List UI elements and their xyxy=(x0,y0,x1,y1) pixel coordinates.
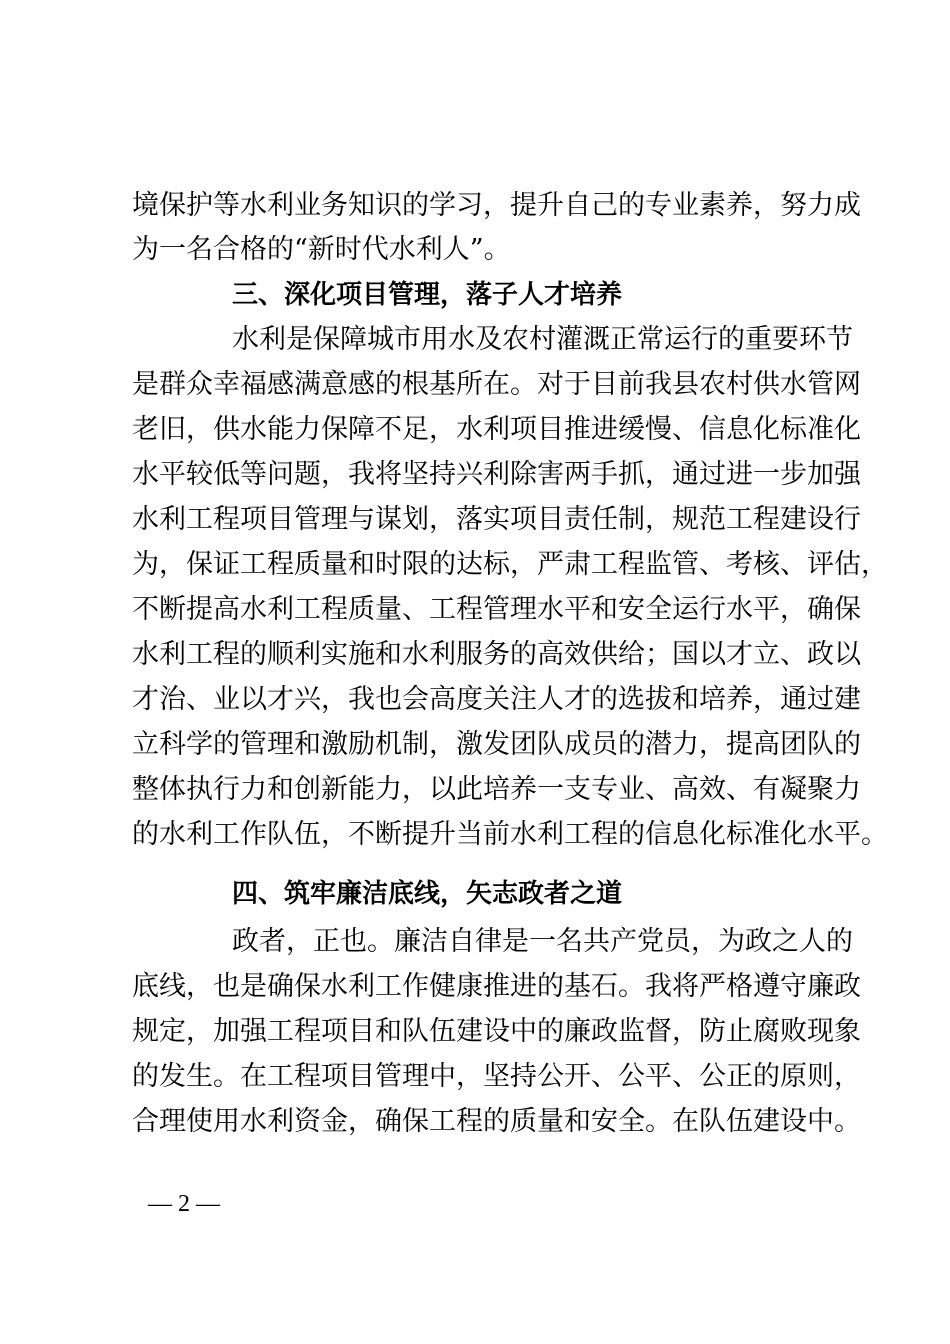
paragraph-line: 水利是保障城市用水及农村灌溉正常运行的重要环节 xyxy=(232,324,853,355)
page-number: — 2 — xyxy=(148,1191,220,1217)
section-heading-3: 三、深化项目管理，落子人才培养 xyxy=(232,280,623,310)
section-heading-4: 四、筑牢廉洁底线，矢志政者之道 xyxy=(232,879,623,909)
paragraph-line: 是群众幸福感满意感的根基所在。对于目前我县农村供水管网 xyxy=(132,369,861,400)
paragraph-line: 规定，加强工程项目和队伍建设中的廉政监督，防止腐败现象 xyxy=(132,1016,861,1047)
paragraph-line: 政者，正也。廉洁自律是一名共产党员，为政之人的 xyxy=(232,926,853,957)
paragraph-line: 底线，也是确保水利工作健康推进的基石。我将严格遵守廉政 xyxy=(132,971,861,1002)
paragraph-line: 水利工程的顺利实施和水利服务的高效供给；国以才立、政以 xyxy=(132,639,861,670)
paragraph-line: 的发生。在工程项目管理中，坚持公开、公平、公正的原则， xyxy=(132,1061,861,1092)
paragraph-line: 境保护等水利业务知识的学习，提升自己的专业素养，努力成 xyxy=(132,190,861,221)
paragraph-line: 的水利工作队伍，不断提升当前水利工程的信息化标准化水平。 xyxy=(132,819,888,850)
paragraph-line: 水平较低等问题，我将坚持兴利除害两手抓，通过进一步加强 xyxy=(132,459,861,490)
paragraph-line: 不断提高水利工程质量、工程管理水平和安全运行水平，确保 xyxy=(132,594,861,625)
paragraph-line: 为，保证工程质量和时限的达标，严肃工程监管、考核、评估， xyxy=(132,549,888,580)
paragraph-line: 整体执行力和创新能力，以此培养一支专业、高效、有凝聚力 xyxy=(132,774,861,805)
paragraph-line: 立科学的管理和激励机制，激发团队成员的潜力，提高团队的 xyxy=(132,729,861,760)
paragraph-line: 才治、业以才兴，我也会高度关注人才的选拔和培养，通过建 xyxy=(132,684,861,715)
paragraph-line: 合理使用水利资金，确保工程的质量和安全。在队伍建设中。 xyxy=(132,1106,861,1137)
paragraph-line: 老旧，供水能力保障不足，水利项目推进缓慢、信息化标准化 xyxy=(132,414,861,445)
paragraph-line: 为一名合格的“新时代水利人”。 xyxy=(132,234,511,265)
paragraph-line: 水利工程项目管理与谋划，落实项目责任制，规范工程建设行 xyxy=(132,504,861,535)
